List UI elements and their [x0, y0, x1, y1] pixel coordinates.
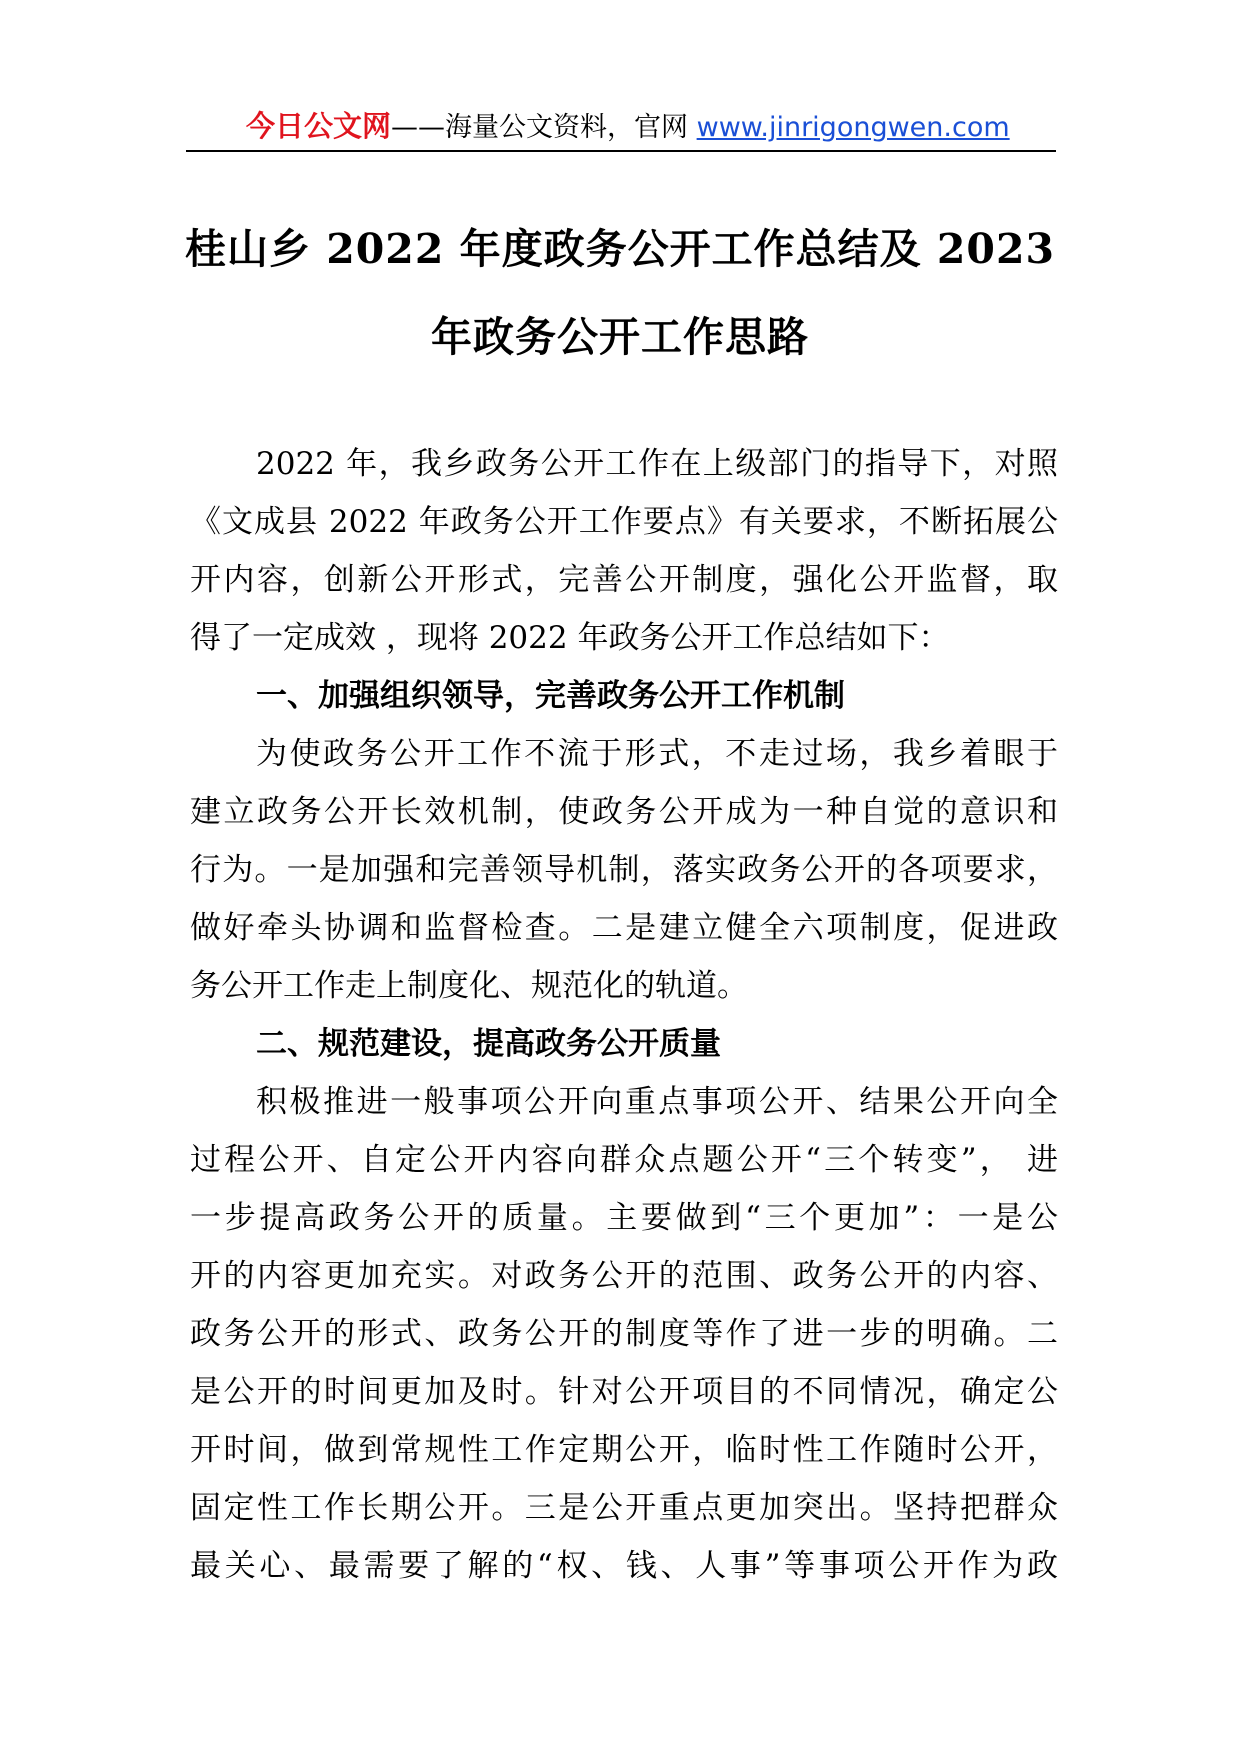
section1-line: 行为。一是加强和完善领导机制，落实政务公开的各项要求， [190, 852, 1058, 888]
section2-line: 开的内容更加充实。对政务公开的范围、政务公开的内容、 [190, 1258, 1058, 1294]
title-line-2: 年政务公开工作思路 [431, 313, 809, 361]
site-brand[interactable]: 今日公文网 [246, 109, 392, 143]
section2-line: 开时间，做到常规性工作定期公开，临时性工作随时公开， [190, 1432, 1058, 1468]
section-heading-1: 一、加强组织领导，完善政务公开工作机制 [256, 678, 845, 714]
intro-line: 得了一定成效 ，现将 2022 年政务公开工作总结如下： [190, 620, 950, 656]
section2-line: 积极推进一般事项公开向重点事项公开、结果公开向全 [256, 1084, 1058, 1120]
section1-line: 为使政务公开工作不流于形式，不走过场，我乡着眼于 [256, 736, 1058, 772]
section2-line: 一步提高政务公开的质量。主要做到“三个更加”：一是公 [190, 1200, 1058, 1236]
header-tagline: ——海量公文资料，官网 [391, 112, 697, 143]
section2-line: 过程公开、自定公开内容向群众点题公开“三个转变”， 进 [190, 1142, 1058, 1178]
section1-line: 务公开工作走上制度化、规范化的轨道。 [190, 968, 748, 1004]
intro-line: 开内容，创新公开形式，完善公开制度，强化公开监督，取 [190, 562, 1058, 598]
page-header [186, 100, 1056, 152]
intro-line: 《文成县 2022 年政务公开工作要点》有关要求，不断拓展公 [190, 504, 1058, 540]
section-heading-2: 二、规范建设，提高政务公开质量 [256, 1026, 721, 1062]
section1-line: 做好牵头协调和监督检查。二是建立健全六项制度，促进政 [190, 910, 1058, 946]
intro-line: 2022 年，我乡政务公开工作在上级部门的指导下，对照 [256, 446, 1058, 482]
section2-line: 最关心、最需要了解的“权、钱、人事”等事项公开作为政 [190, 1548, 1058, 1584]
section1-line: 建立政务公开长效机制，使政务公开成为一种自觉的意识和 [190, 794, 1058, 830]
site-url-link[interactable]: www.jinrigongwen.com [696, 112, 1010, 143]
section2-line: 是公开的时间更加及时。针对公开项目的不同情况，确定公 [190, 1374, 1058, 1410]
document-body [190, 435, 1058, 1595]
header-line [246, 110, 1010, 144]
title-line-1: 桂山乡 2022 年度政务公开工作总结及 2023 [184, 225, 1056, 273]
section2-line: 政务公开的形式、政务公开的制度等作了进一步的明确。二 [190, 1316, 1058, 1352]
document-title [180, 205, 1060, 381]
section2-line: 固定性工作长期公开。三是公开重点更加突出。坚持把群众 [190, 1490, 1058, 1526]
